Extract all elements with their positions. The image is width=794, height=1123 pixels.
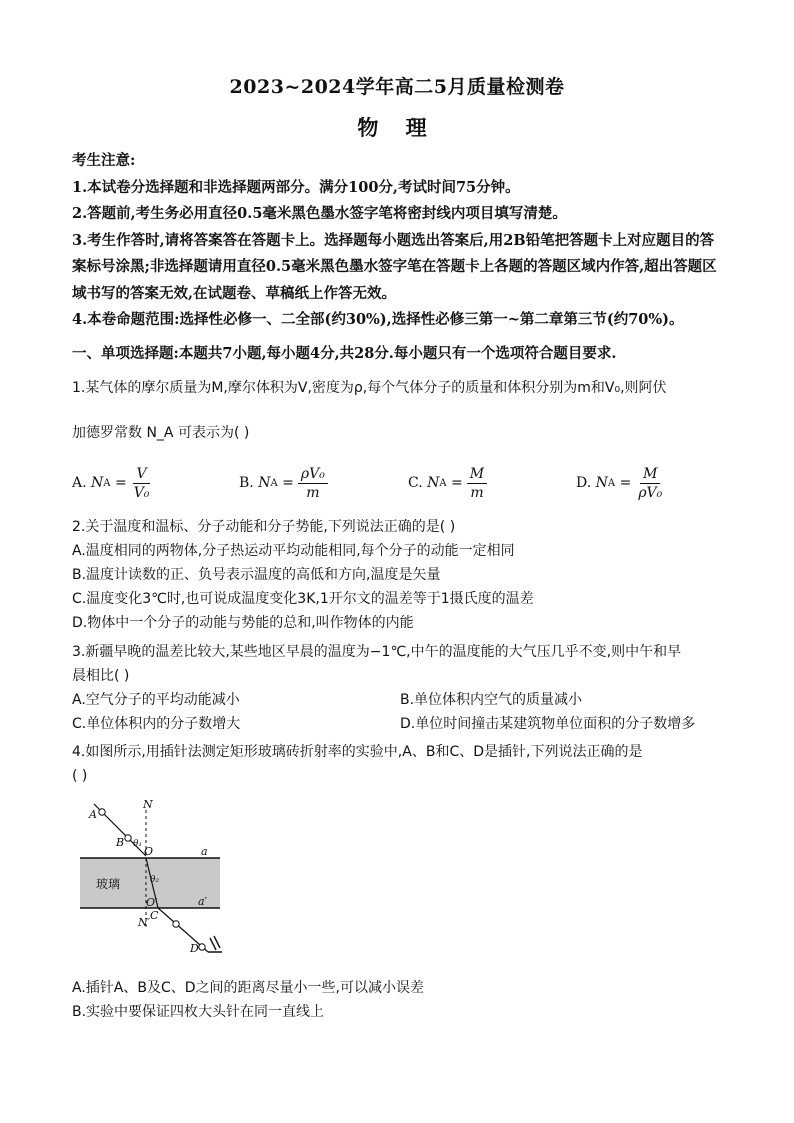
denominator: V₀ xyxy=(133,484,150,501)
question-2-option-d: D.物体中一个分子的动能与势能的总和,叫作物体的内能 xyxy=(72,615,414,631)
question-1-options xyxy=(72,458,732,508)
question-4-option-b: B.实验中要保证四枚大头针在同一直线上 xyxy=(72,1004,325,1020)
label-b: B xyxy=(116,836,125,849)
notice-item: 3.考生作答时,请将答案答在答题卡上。选择题每小题选出答案后,用2B铅笔把答题卡上对应题目的答案标号涂黑;非选择题请用直径0.5毫米黑色墨水签字笔在答题卡上各题的答题区域内作答,超出答题区域书写的答案无效,在试题卷、草稿纸上作答无效。 xyxy=(72,231,717,302)
question-2-stem: 2.关于温度和温标、分子动能和分子势能,下列说法正确的是( ) xyxy=(72,519,456,535)
question-1-stem-line1: 1.某气体的摩尔质量为M,摩尔体积为V,密度为ρ,每个气体分子的质量和体积分别为m和V₀,则阿伏 xyxy=(72,380,667,396)
fraction xyxy=(467,465,487,502)
notice-item: 4.本卷命题范围:选择性必修一、二全部(约30%),选择性必修三第一~第二章第三节(约70%)。 xyxy=(72,311,684,328)
fraction xyxy=(131,465,153,502)
notice-item: 2.答题前,考生务必用直径0.5毫米黑色墨水签字笔将密封线内项目填写清楚。 xyxy=(72,205,567,222)
question-4-stem-line2: ( ) xyxy=(72,768,88,784)
numerator: ρV₀ xyxy=(298,465,328,484)
pin-d xyxy=(199,944,205,950)
question-2-option-a: A.温度相同的两物体,分子热运动平均动能相同,每个分子的动能一定相同 xyxy=(72,543,515,559)
option-b: B. N A = $\frac{\text{ρV₀}}{m}$ xyxy=(239,458,328,508)
lhs-subscript: A xyxy=(607,477,616,489)
eye-icon xyxy=(208,936,222,952)
denominator: ρV₀ xyxy=(638,484,663,501)
numerator: M xyxy=(467,465,487,484)
pin-a xyxy=(99,809,105,815)
fraction xyxy=(298,465,328,502)
question-3-option-a: A.空气分子的平均动能减小 xyxy=(72,692,240,708)
question-2-option-c: C.温度变化3℃时,也可说成温度变化3K,1开尔文的温差等于1摄氏度的温差 xyxy=(72,591,534,607)
option-label: D. xyxy=(576,475,592,491)
lhs-symbol: N xyxy=(427,475,440,491)
label-o-prime: O′ xyxy=(146,896,158,909)
question-1-stem-line2: 加德罗常数 N_A 可表示为( ) xyxy=(72,425,250,441)
question-3-stem-line1: 3.新疆早晚的温差比较大,某些地区早晨的温度为−1℃,中午的温度能的大气压几乎不变,则中午和早 xyxy=(72,644,682,660)
numerator: M xyxy=(640,465,660,484)
label-a: A xyxy=(89,808,97,821)
denominator: m xyxy=(306,484,320,501)
label-n: N xyxy=(143,798,153,811)
refraction-diagram xyxy=(70,796,240,962)
question-3 xyxy=(72,640,728,736)
notice-item: 1.本试卷分选择题和非选择题两部分。满分100分,考试时间75分钟。 xyxy=(72,178,520,196)
question-3-option-d: D.单位时间撞击某建筑物单位面积的分子数增多 xyxy=(400,716,696,732)
option-label: C. xyxy=(408,475,423,491)
option-a: A. N A = $\frac{V}{\text{V₀}}$ xyxy=(72,458,152,508)
label-n-prime: N′ xyxy=(138,916,151,929)
question-3-options-row2 xyxy=(72,712,728,736)
numerator: V xyxy=(133,465,149,484)
question-1 xyxy=(72,376,728,445)
option-c: C. N A = $\frac{M}{m}$ xyxy=(408,458,487,508)
denominator: m xyxy=(470,484,484,501)
question-4-options xyxy=(72,976,728,1024)
lhs-symbol: N xyxy=(258,475,271,491)
lhs-subscript: A xyxy=(103,477,111,489)
label-d: D xyxy=(190,942,199,955)
notice-heading: 考生注意: xyxy=(72,152,136,169)
question-4-option-a: A.插针A、B及C、D之间的距离尽量小一些,可以减小误差 xyxy=(72,980,424,996)
lhs-symbol: N xyxy=(91,475,104,491)
lhs-symbol: N xyxy=(595,475,608,491)
glass-label: 玻璃 xyxy=(96,877,121,891)
pin-b xyxy=(125,835,131,841)
question-4-stem-line1: 4.如图所示,用插针法测定矩形玻璃砖折射率的实验中,A、B和C、D是插针,下列说法正确的是 xyxy=(72,744,643,760)
question-4 xyxy=(72,740,728,788)
section-heading: 一、单项选择题:本题共7小题,每小题4分,共28分.每小题只有一个选项符合题目要求. xyxy=(72,345,617,362)
question-3-option-b: B.单位体积内空气的质量减小 xyxy=(400,692,583,708)
lhs-subscript: A xyxy=(439,477,447,489)
exam-title: 2023~2024学年高二5月质量检测卷 xyxy=(229,76,565,98)
label-theta-1: θ₁ xyxy=(133,839,143,849)
question-3-options-row1 xyxy=(72,688,728,712)
option-d: D. N A = $\frac{M}{\text{ρV₀}}$ xyxy=(576,458,665,508)
pin-c xyxy=(173,921,179,927)
exam-notice xyxy=(72,148,726,334)
question-2 xyxy=(72,515,728,635)
question-2-option-b: B.温度计读数的正、负号表示温度的高低和方向,温度是矢量 xyxy=(72,567,441,583)
label-a-surface: a xyxy=(201,845,208,858)
label-c: C xyxy=(150,909,159,922)
question-3-stem-line2: 晨相比( ) xyxy=(72,668,130,684)
label-a-prime-surface: a′ xyxy=(198,895,208,908)
label-theta-2: θ₂ xyxy=(150,875,160,885)
lhs-subscript: A xyxy=(270,477,278,489)
option-label: A. xyxy=(72,475,87,491)
label-o: O xyxy=(144,845,154,858)
option-label: B. xyxy=(239,475,254,491)
subject-title: 物 理 xyxy=(357,115,437,140)
fraction xyxy=(635,465,665,502)
question-3-option-c: C.单位体积内的分子数增大 xyxy=(72,716,241,732)
